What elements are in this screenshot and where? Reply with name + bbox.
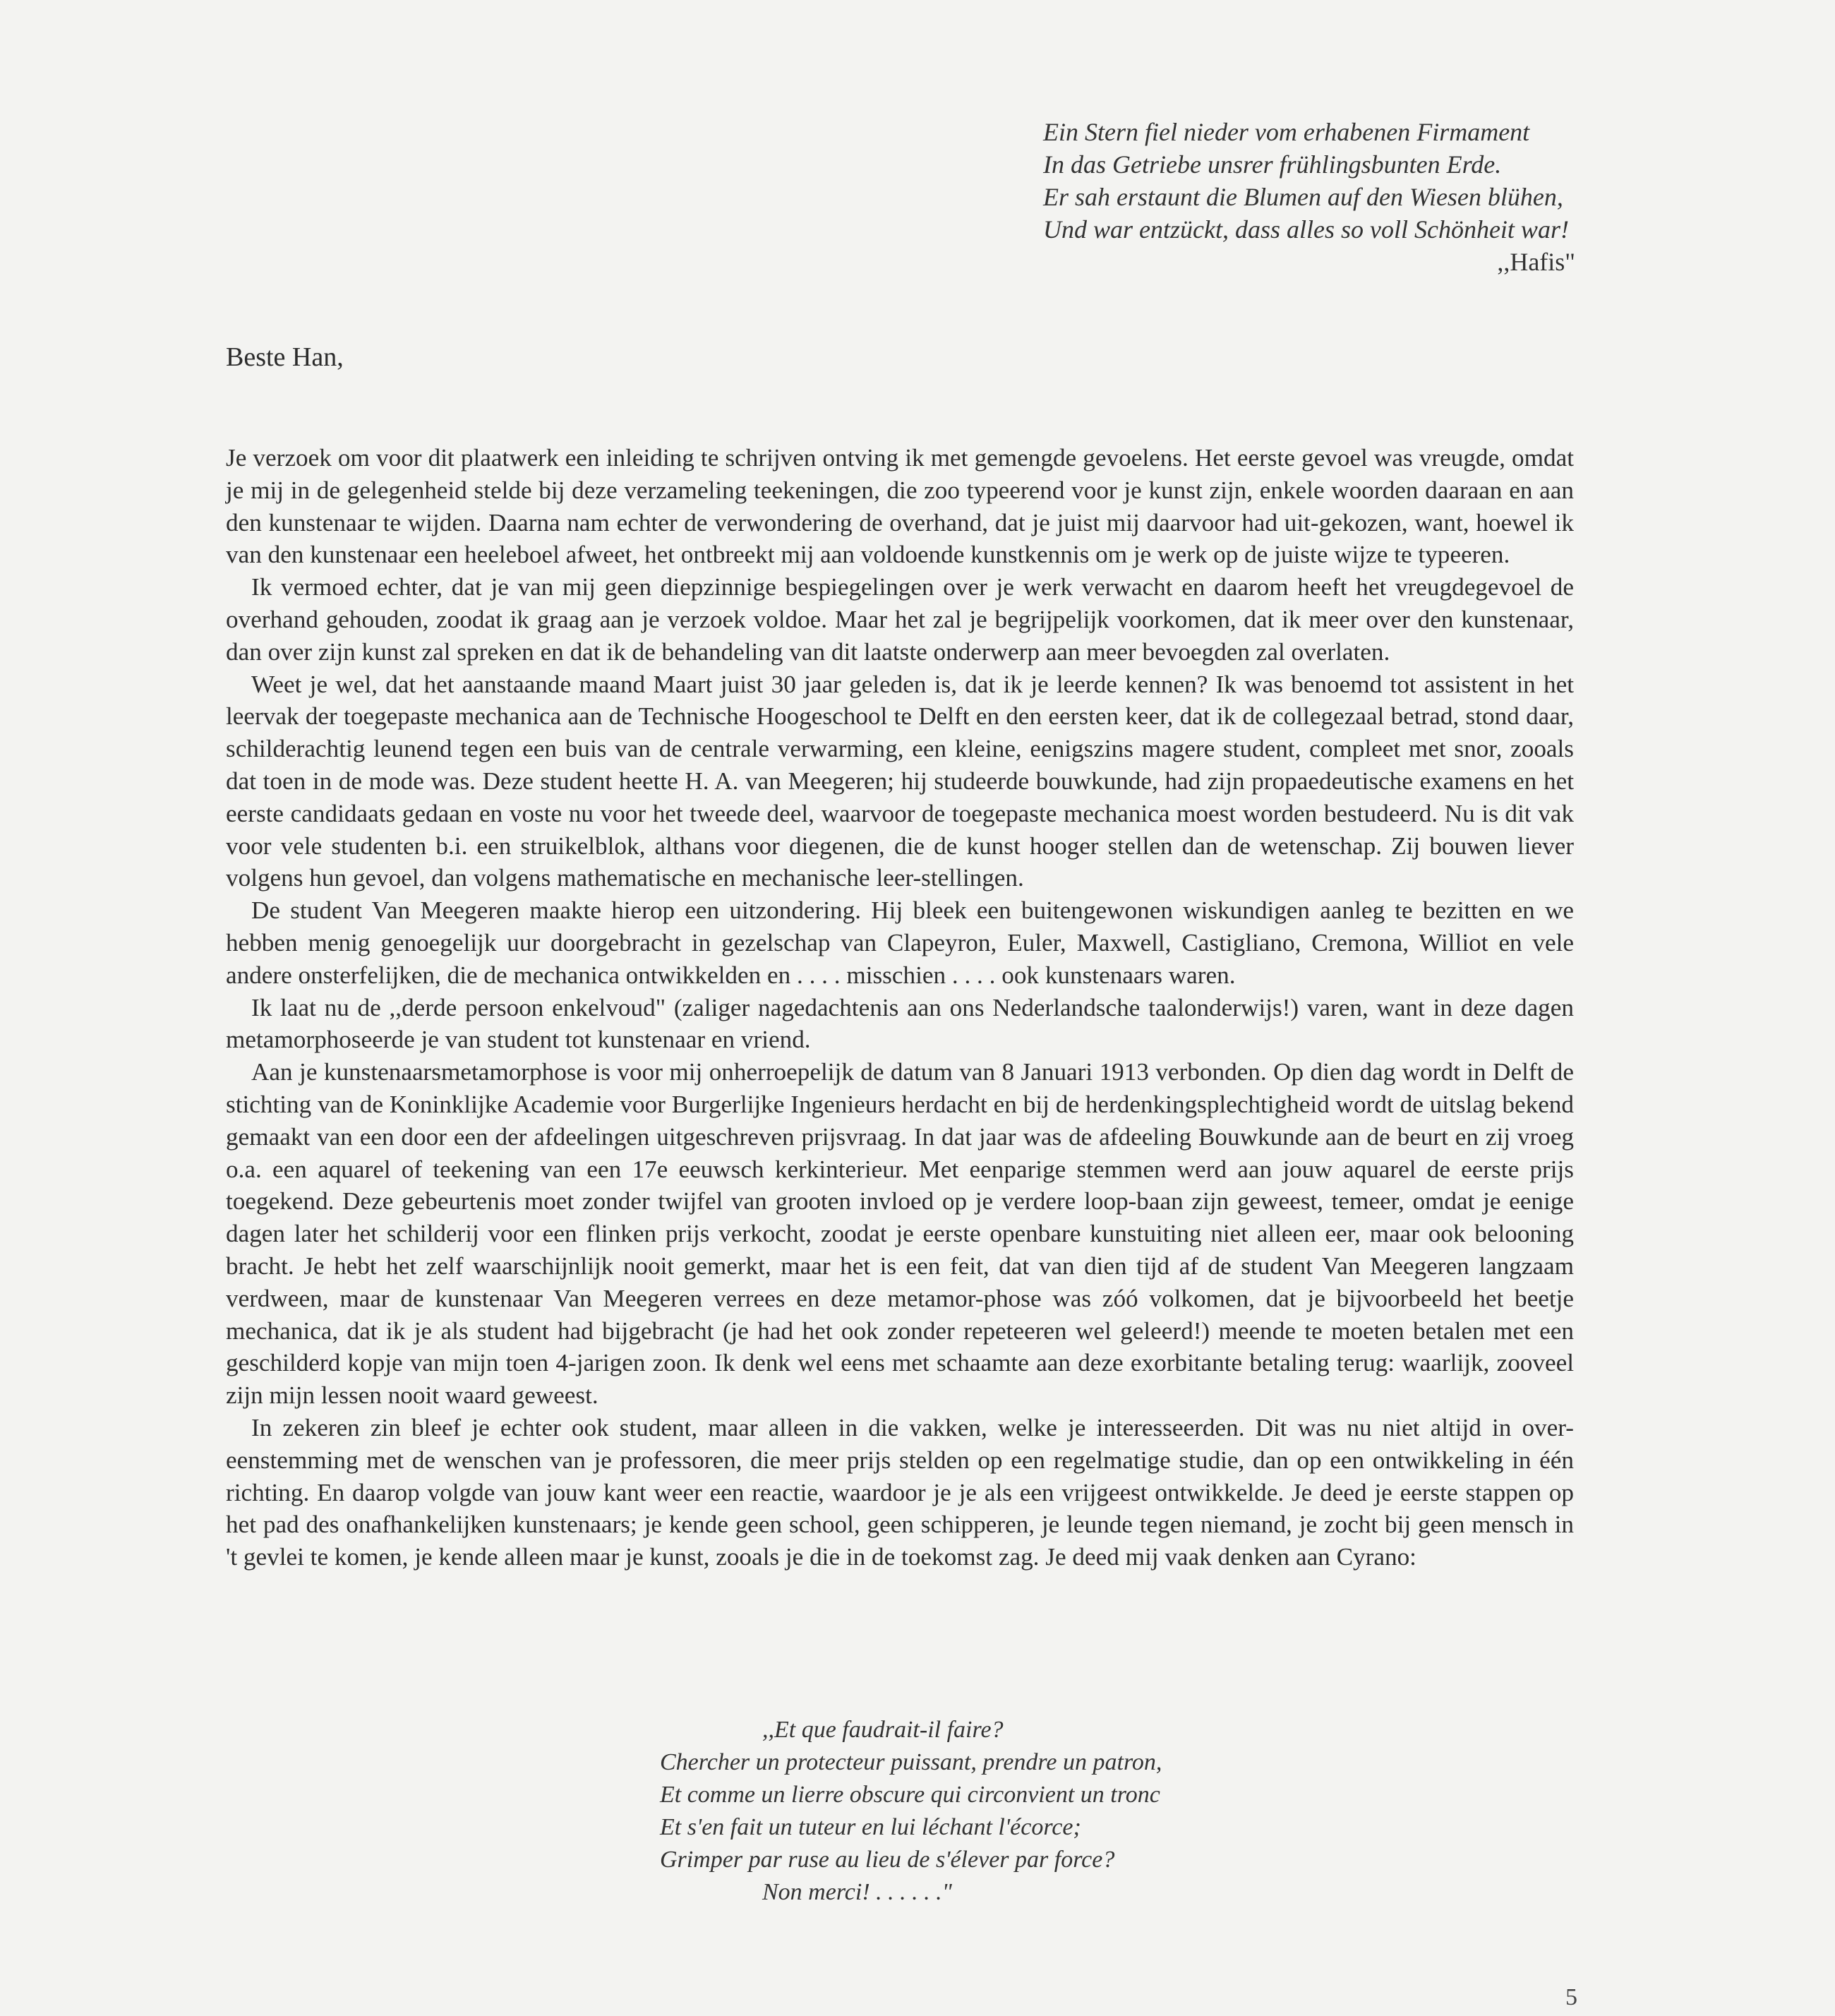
quote-line: Et s'en fait un tuteur en lui léchant l'écorce; (660, 1814, 1081, 1840)
cyrano-quote (660, 1714, 1225, 1909)
salutation: Beste Han, (226, 342, 344, 372)
paragraph: In zekeren zin bleef je echter ook student, maar alleen in die vakken, welke je interesseerden. Dit was nu niet altijd in over-eenstemming met de wenschen van je professoren, die meer prijs stelden op een regelmatige studie, dan op een ontwikkeling in één richting. En daarop volgde van jouw kant weer een reactie, waardoor je je als een vrijgeest ontwikkelde. Je deed je eerste stappen op het pad des onafhankelijken kunstenaars; je kende geen school, geen schipperen, je leunde tegen niemand, je zocht bij geen mensch in 't gevlei te komen, je kende alleen maar je kunst, zooals je die in de toekomst zag. Je deed mij vaak denken aan Cyrano: (226, 1413, 1574, 1571)
epigraph-line: Er sah erstaunt die Blumen auf den Wiesen blühen, (1043, 183, 1563, 211)
paragraph: Ik laat nu de ,,derde persoon enkelvoud" (zaliger nagedachtenis aan ons Nederlandsche taalonderwijs!) varen, want in deze dagen metamorphoseerde je van student tot kunstenaar en vriend. (226, 993, 1574, 1054)
epigraph (1043, 116, 1580, 278)
quote-line: ,,Et que faudrait-il faire? (762, 1717, 1004, 1743)
epigraph-line: In das Getriebe unsrer frühlingsbunten Erde. (1043, 150, 1502, 179)
epigraph-line: Und war entzückt, dass alles so voll Schönheit war! (1043, 215, 1569, 244)
paragraph: Aan je kunstenaarsmetamorphose is voor mij onherroepelijk de datum van 8 Januari 1913 verbonden. Op dien dag wordt in Delft de stichting van de Koninklijke Academie voor Burgerlijke Ingenieurs herdacht en bij de herdenkingsplechtigheid wordt de uitslag bekend gemaakt van een door een der afdeelingen uitgeschreven prijsvraag. In dat jaar was de afdeeling Bouwkunde aan de beurt en zij vroeg o.a. een aquarel of teekening van een 17e eeuwsch kerkinterieur. Met eenparige stemmen werd aan jouw aquarel de eerste prijs toegekend. Deze gebeurtenis moet zonder twijfel van grooten invloed op je verdere loop-baan zijn geweest, temeer, omdat je eenige dagen later het schilderij voor een flinken prijs verkocht, zoodat je eerste openbare kunstuiting niet alleen eer, maar ook belooning bracht. Je hebt het zelf waarschijnlijk nooit gemerkt, maar het is een feit, dat van dien tijd af de student Van Meegeren langzaam verdween, maar de kunstenaar Van Meegeren verrees en deze metamor-phose was zóó volkomen, dat je bijvoorbeeld het beetje mechanica, dat ik je als student had bijgebracht (je had het ook zonder repeteeren wel geleerd!) meende te moeten betalen met een geschilderd kopje van mijn toen 4-jarigen zoon. Ik denk wel eens met schaamte aan deze exorbitante betaling terug: waarlijk, zooveel zijn mijn lessen nooit waard geweest. (226, 1058, 1574, 1410)
quote-line: Chercher un protecteur puissant, prendre un patron, (660, 1749, 1162, 1775)
paragraph: Weet je wel, dat het aanstaande maand Maart juist 30 jaar geleden is, dat ik je leerde kennen? Ik was benoemd tot assistent in het leervak der toegepaste mechanica aan de Technische Hoogeschool te Delft en den eersten keer, dat ik de collegezaal betrad, stond daar, schilderachtig leunend tegen een buis van de centrale verwarming, een kleine, eenigszins magere student, compleet met snor, zooals dat toen in de mode was. Deze student heette H. A. van Meegeren; hij studeerde bouwkunde, had zijn propaedeutische examens en het eerste candidaats gedaan en voste nu voor het tweede deel, waarvoor de toegepaste mechanica moest worden bestudeerd. Nu is dit vak voor vele studenten b.i. een struikelblok, althans voor diegenen, die de kunst hooger stellen dan de wetenschap. Zij bouwen liever volgens hun gevoel, dan volgens mathematische en mechanische leer-stellingen. (226, 670, 1574, 892)
quote-line: Et comme un lierre obscure qui circonvient un tronc (660, 1782, 1160, 1808)
paragraph: Je verzoek om voor dit plaatwerk een inleiding te schrijven ontving ik met gemengde gevoelens. Het eerste gevoel was vreugde, omdat je mij in de gelegenheid stelde bij deze verzameling teekeningen, die zoo typeerend voor je kunst zijn, enkele woorden daaraan en aan den kunstenaar te wijden. Daarna nam echter de verwondering de overhand, dat je juist mij daarvoor had uit-gekozen, want, hoewel ik van den kunstenaar een heeleboel afweet, het ontbreekt mij aan voldoende kunstkennis om je werk op de juiste wijze te typeeren. (226, 444, 1574, 569)
epigraph-attribution: ,,Hafis" (1497, 248, 1575, 276)
page-number: 5 (1565, 1984, 1577, 2010)
quote-line: Non merci! . . . . . ." (762, 1879, 952, 1905)
paragraph: De student Van Meegeren maakte hierop een uitzondering. Hij bleek een buitengewonen wiskundigen aanleg te bezitten en we hebben menig genoegelijk uur doorgebracht in gezelschap van Clapeyron, Euler, Maxwell, Castigliano, Cremona, Williot en vele andere onsterfelijken, die de mechanica ontwikkelden en . . . . misschien . . . . ook kunstenaars waren. (226, 896, 1574, 989)
epigraph-line: Ein Stern fiel nieder vom erhabenen Firmament (1043, 118, 1530, 146)
letter-body (226, 442, 1574, 1573)
quote-line: Grimper par ruse au lieu de s'élever par force? (660, 1847, 1115, 1873)
paragraph: Ik vermoed echter, dat je van mij geen diepzinnige bespiegelingen over je werk verwacht en daarom heeft het vreugdegevoel de overhand gehouden, zoodat ik graag aan je verzoek voldoe. Maar het zal je begrijpelijk voorkomen, dat ik meer over den kunstenaar, dan over zijn kunst zal spreken en dat ik de behandeling van dit laatste onderwerp aan meer bevoegden zal overlaten. (226, 573, 1574, 666)
